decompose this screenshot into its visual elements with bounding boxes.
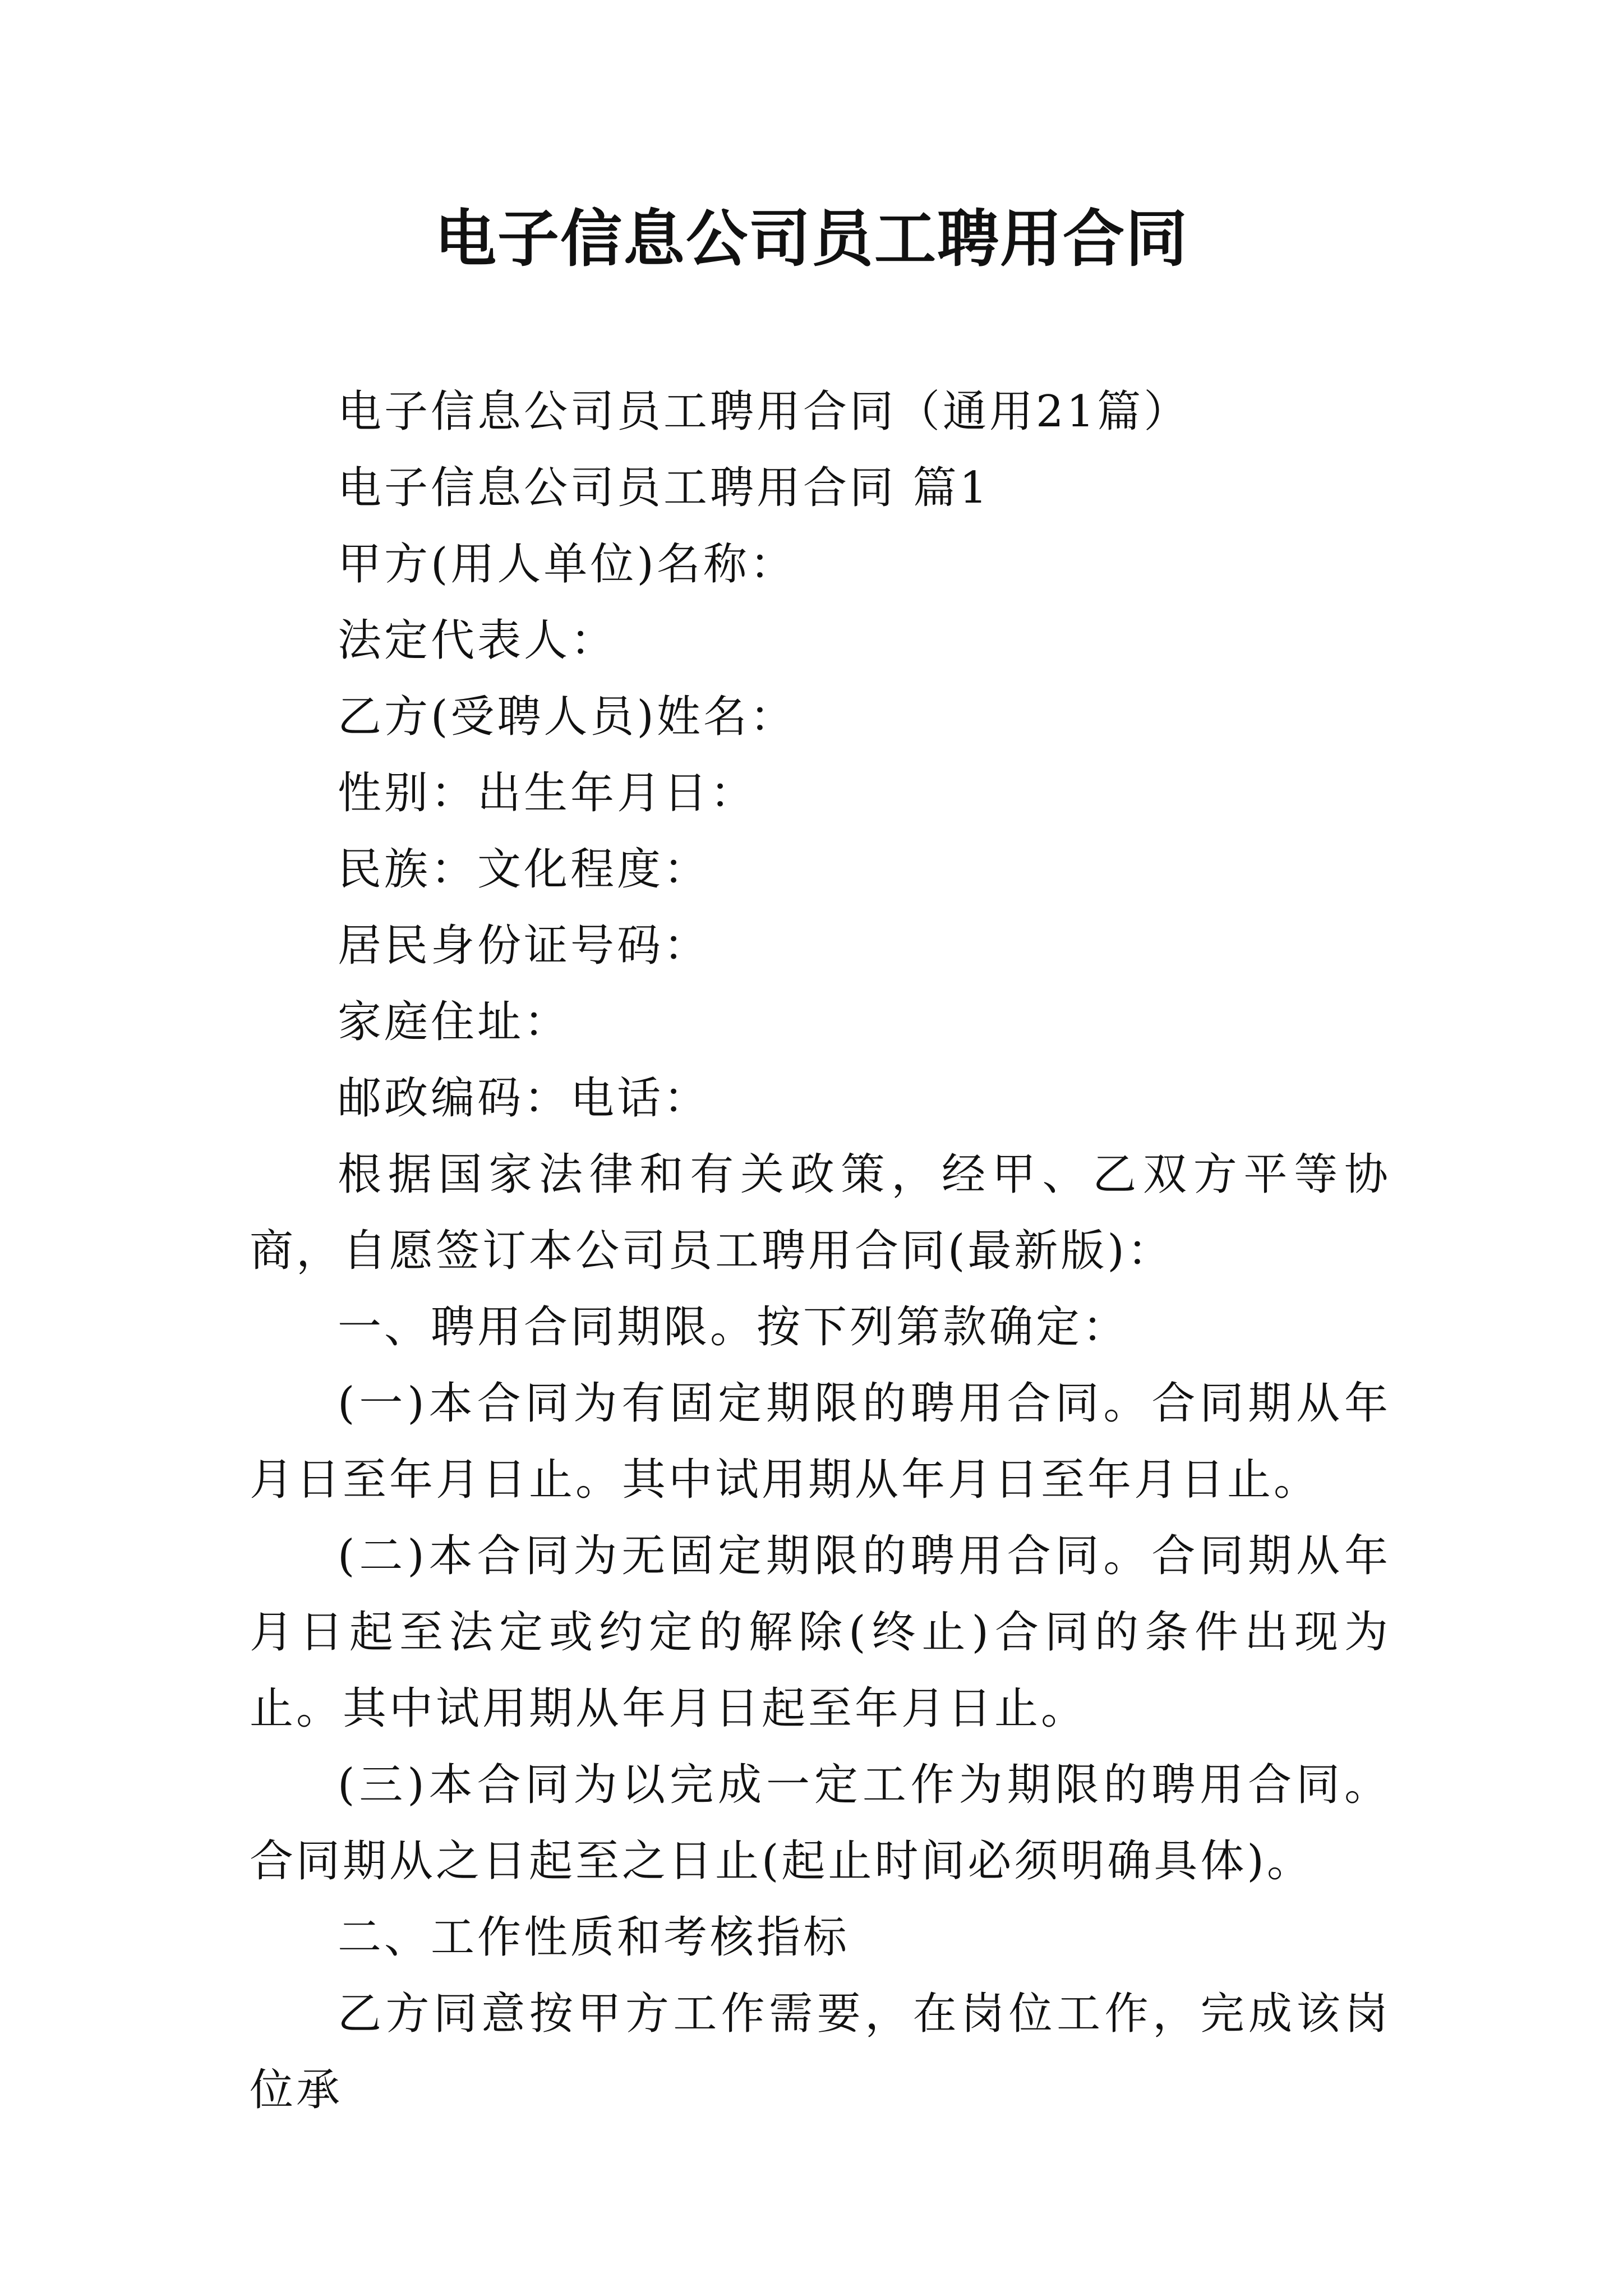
party-a-name-line: 甲方(用人单位)名称： (338, 539, 796, 590)
section-1-heading: 一、聘用合同期限。按下列第款确定： (338, 1302, 1129, 1352)
gender-birthdate-line: 性别：出生年月日： (338, 768, 757, 818)
clause-1-3: (三)本合同为以完成一定工作为期限的聘用合同。合同期从之日起至之日止(起止时间必须明确具体)。 (250, 1760, 1391, 1887)
chapter-heading: 电子信息公司员工聘用合同 篇1 (338, 463, 990, 513)
legal-representative-line: 法定代表人： (338, 615, 617, 666)
id-number-line: 居民身份证号码： (338, 921, 711, 971)
clause-1-1: (一)本合同为有固定期限的聘用合同。合同期从年月日至年月日止。其中试用期从年月日至年月日止。 (250, 1378, 1391, 1505)
section-2-paragraph: 乙方同意按甲方工作需要，在岗位工作，完成该岗位承 (250, 1989, 1391, 2115)
section-2-heading: 二、工作性质和考核指标 (338, 1912, 850, 1963)
preamble-paragraph: 根据国家法律和有关政策，经甲、乙双方平等协商，自愿签订本公司员工聘用合同(最新版)： (250, 1149, 1391, 1276)
subtitle-line: 电子信息公司员工聘用合同（通用21篇） (338, 386, 1191, 437)
ethnicity-education-line: 民族：文化程度： (338, 844, 711, 895)
document-title: 电子信息公司员工聘用合同 (435, 203, 1188, 275)
document-body (250, 374, 1391, 2128)
home-address-line: 家庭住址： (338, 997, 571, 1047)
postal-phone-line: 邮政编码：电话： (338, 1073, 711, 1124)
clause-1-2: (二)本合同为无固定期限的聘用合同。合同期从年月日起至法定或约定的解除(终止)合同的条件出现为止。其中试用期从年月日起至年月日止。 (250, 1531, 1391, 1734)
party-b-name-line: 乙方(受聘人员)姓名： (338, 692, 796, 742)
